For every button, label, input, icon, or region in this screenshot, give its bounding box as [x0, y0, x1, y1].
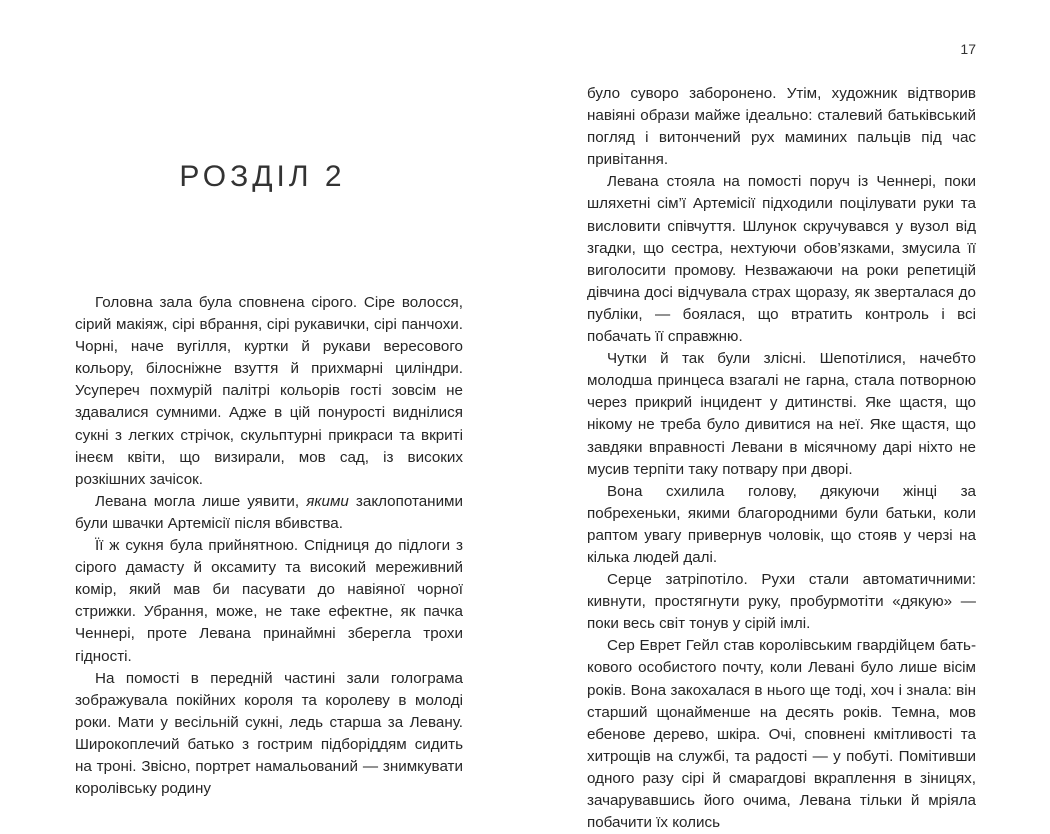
right-page-text	[587, 83, 976, 834]
paragraph: Сер Еврет Гейл став королівським гвардійцем батькового особистого почту, коли Левані було лише вісім років. Вона закохалася в нього ще тоді, хоч і знала: він старший щонайменше на десять років. Темна, мов ебенове дерево, шкіра. Очі, сповнені кмітливості та хитрощів на службі, та радості — у побуті. Помітивши одного разу сірі й смарагдові вкраплення в зіницях, зачарувавшись його очима, Левана тільки й мріяла побачити їх колись	[587, 637, 976, 832]
chapter-title: РОЗДІЛ 2	[179, 160, 346, 193]
paragraph: Головна зала була сповнена сірого. Сіре волосся, сірий макіяж, сірі вбрання, сірі рукавички, сірі панчохи. Чорні, наче вугілля, куртки й рукави вересового кольору, білосніжне взуття й прихмарні циліндри. Усупереч похмурій палітрі кольорів гості зовсім не здавалися сумними. Адже в цій понурості виднілися сукні з легких стрічок, скульптурні прикраси та вкриті інеєм квіти, що визирали, мов сад, із високих розкішних зачісок.	[75, 294, 463, 488]
right-page	[525, 0, 1050, 832]
left-page	[0, 0, 525, 798]
paragraph	[75, 491, 463, 535]
paragraph-continuation: було суворо заборонено. Утім, художник відтворив навіяні образи майже ідеально: сталевий батьківський погляд і витончений рух маминих пальців під час привітання.	[587, 85, 976, 169]
paragraph: Серце затріпотіло. Рухи стали автоматичними: кивнути, простягнути руку, пробурмотіти «дякую» — поки весь світ тонув у сірій імлі.	[587, 571, 976, 633]
italic-text: якими	[306, 492, 349, 510]
paragraph: Левана стояла на помості поруч із Ченнері, поки шляхетні сім’ї Артемісії підходили поцілувати руки та висловити співчуття. Шлунок скручувався у вузол від згадки, що сестра, нехтуючи обов’язками, змусила її виголосити промову. Незважаючи на роки репетицій дівчина досі відчувала страх щоразу, як зверталася до публіки, — боялася, що втратить контроль і всі побачать її справжню.	[587, 173, 976, 346]
paragraph: На помості в передній частині зали голограма зображувала покійних короля та королеву в молоді роки. Мати у весільній сукні, ледь старша за Левану. Широкоплечий батько з гострим підборіддям сидить на троні. Звісно, портрет намальований — знимкувати королівську родину	[75, 669, 463, 798]
paragraph: Чутки й так були злісні. Шепотілися, начебто молодша принцеса взагалі не гарна, стала потворною через прикрий інцидент у дитинстві. Яке щастя, що нікому не треба було дивитися на неї. Яке щастя, що завдяки вправності Левани в місячному дарі ніхто не мусив терпіти таку потвару при дворі.	[587, 350, 976, 478]
page-number: 17	[960, 41, 976, 57]
paragraph: Вона схилила голову, дякуючи жінці за побрехеньки, якими благородними були батьки, коли раптом увагу привернув чоловік, що стояв у черзі на кілька людей далі.	[587, 482, 976, 566]
left-page-text	[75, 292, 463, 800]
text-run: Левана могла лише уявити,	[95, 492, 307, 510]
paragraph: Її ж сукня була прийнятною. Спідниця до підлоги з сірого дамасту й оксамиту та високий мереживний комір, який мав би пасувати до навіяної чорної стрижки. Убрання, може, не таке ефектне, як пачка Ченнері, проте Левана принаймні зберегла трохи гідності.	[75, 537, 463, 665]
text-run: заклопотаними були швачки Артемісії після вбивства.	[75, 492, 463, 532]
